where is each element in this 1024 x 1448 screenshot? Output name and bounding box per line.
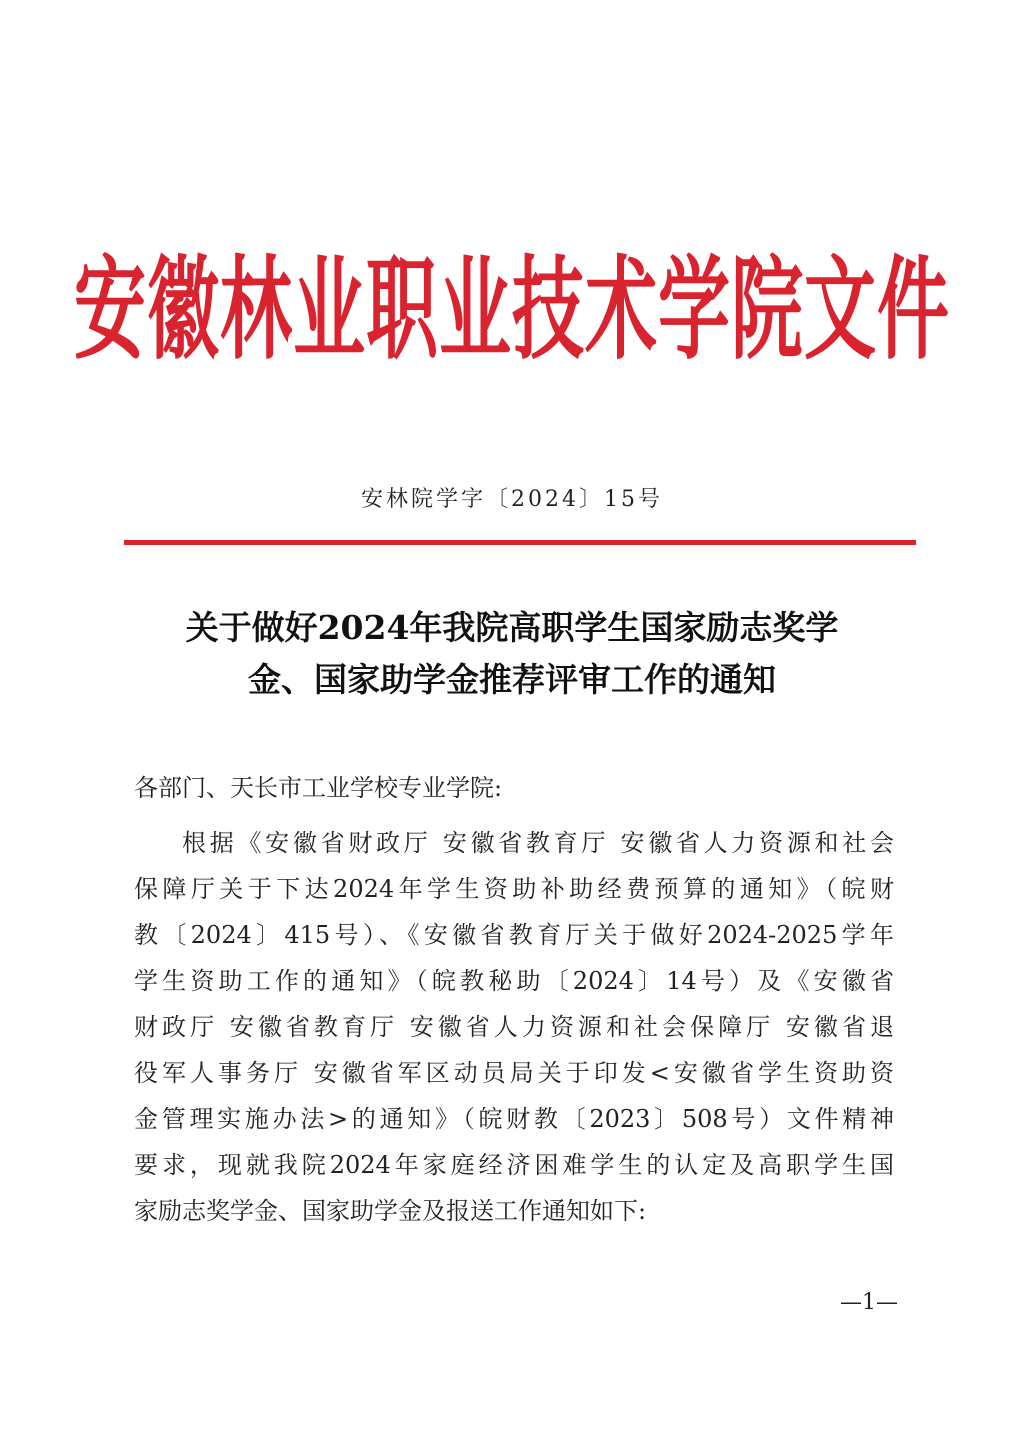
addressee: 各部门、天长市工业学校专业学院: <box>134 774 503 802</box>
masthead-title: 安徽林业职业技术学院文件 <box>73 244 950 375</box>
body-line-5: 财政厅 安徽省教育厅 安徽省人力资源和社会保障厅 安徽省退 <box>134 1013 894 1041</box>
body-line-7: 金管理实施办法>的通知》（皖财教〔2023〕508号）文件精神 <box>134 1105 894 1133</box>
body-paragraph <box>134 820 894 1234</box>
document-number: 安林院学字〔2024〕15号 <box>361 487 663 512</box>
document-title-line-2: 金、国家助学金推荐评审工作的通知 <box>248 660 776 699</box>
page-number: —1— <box>840 1290 898 1315</box>
red-divider-line <box>124 540 916 545</box>
body-line-9: 家励志奖学金、国家助学金及报送工作通知如下: <box>134 1197 647 1225</box>
body-line-4: 学生资助工作的通知》（皖教秘助〔2024〕14号）及《安徽省 <box>134 967 894 995</box>
body-line-2: 保障厅关于下达2024年学生资助补助经费预算的通知》（皖财 <box>134 875 894 903</box>
body-line-6: 役军人事务厅 安徽省军区动员局关于印发<安徽省学生资助资 <box>134 1059 894 1087</box>
body-line-8: 要求，现就我院2024年家庭经济困难学生的认定及高职学生国 <box>134 1151 894 1179</box>
body-line-3: 教〔2024〕415号）、《安徽省教育厅关于做好2024-2025学年 <box>134 921 894 949</box>
masthead <box>0 220 1024 380</box>
body-line-1: 根据《安徽省财政厅 安徽省教育厅 安徽省人力资源和社会 <box>182 829 894 857</box>
document-title <box>100 602 924 706</box>
document-title-line-1: 关于做好2024年我院高职学生国家励志奖学 <box>185 608 839 647</box>
